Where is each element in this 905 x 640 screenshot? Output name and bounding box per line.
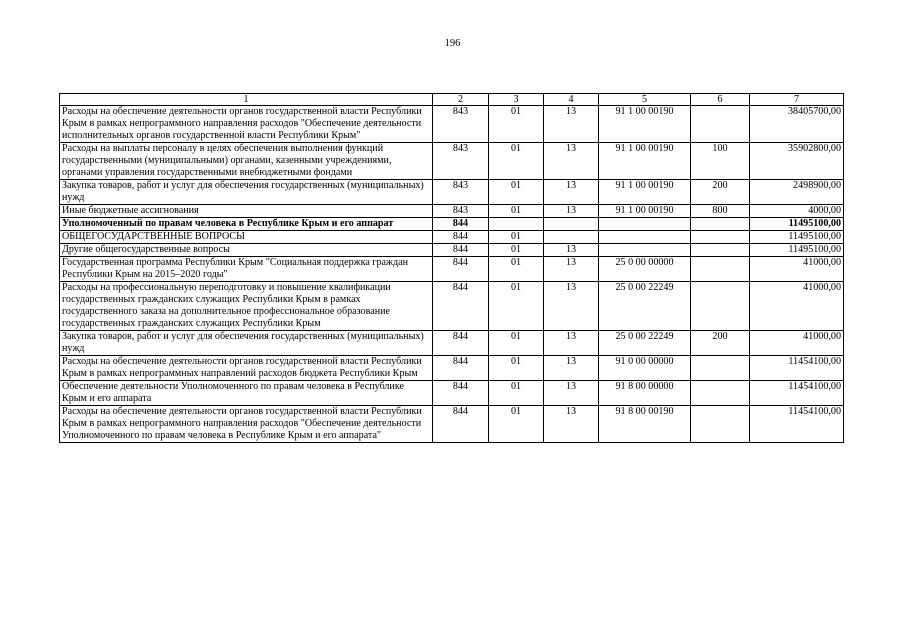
row-subsection-cell: 13 [544, 331, 599, 356]
table-row [60, 143, 844, 180]
row-amount-cell: 41000,00 [750, 257, 844, 282]
row-grbs-cell: 844 [433, 244, 489, 257]
row-amount-cell: 11495100,00 [750, 218, 844, 231]
row-amount-cell: 11454100,00 [750, 356, 844, 381]
row-name-cell: Расходы на обеспечение деятельности органов государственной власти Республики Крым в рамках непрограммного направления расходов "Обеспечение деятельности исполнительных органов государственной власти Республики Крым" [60, 106, 433, 143]
row-grbs-cell: 843 [433, 205, 489, 218]
row-target-article-cell: 25 0 00 22249 [599, 331, 691, 356]
budget-table [59, 93, 844, 443]
row-target-article-cell: 25 0 00 22249 [599, 282, 691, 331]
row-section-cell: 01 [489, 257, 544, 282]
row-grbs-cell: 844 [433, 406, 489, 443]
row-amount-cell: 41000,00 [750, 331, 844, 356]
row-section-cell [489, 218, 544, 231]
row-expense-type-cell [691, 231, 750, 244]
row-name-cell: Обеспечение деятельности Уполномоченного по правам человека в Республике Крым и его аппарата [60, 381, 433, 406]
row-grbs-cell: 844 [433, 381, 489, 406]
row-amount-cell: 38405700,00 [750, 106, 844, 143]
row-expense-type-cell [691, 218, 750, 231]
row-subsection-cell: 13 [544, 356, 599, 381]
header-row [60, 94, 844, 106]
row-expense-type-cell [691, 282, 750, 331]
row-amount-cell: 11495100,00 [750, 231, 844, 244]
row-subsection-cell: 13 [544, 180, 599, 205]
table-row [60, 257, 844, 282]
row-expense-type-cell [691, 244, 750, 257]
row-expense-type-cell [691, 381, 750, 406]
table-row [60, 331, 844, 356]
row-target-article-cell: 91 8 00 00000 [599, 381, 691, 406]
row-subsection-cell: 13 [544, 282, 599, 331]
row-expense-type-cell [691, 106, 750, 143]
table-row [60, 231, 844, 244]
column-header: 4 [544, 94, 599, 106]
row-target-article-cell [599, 244, 691, 257]
row-section-cell: 01 [489, 143, 544, 180]
row-name-cell: Государственная программа Республики Крым "Социальная поддержка граждан Республики Крым на 2015–2020 годы" [60, 257, 433, 282]
row-expense-type-cell [691, 257, 750, 282]
row-section-cell: 01 [489, 231, 544, 244]
row-subsection-cell: 13 [544, 205, 599, 218]
row-grbs-cell: 844 [433, 257, 489, 282]
row-subsection-cell [544, 218, 599, 231]
row-section-cell: 01 [489, 356, 544, 381]
row-section-cell: 01 [489, 381, 544, 406]
row-section-cell: 01 [489, 331, 544, 356]
row-name-cell: Расходы на профессиональную переподготовку и повышение квалификации государственных гражданских служащих Республики Крым в рамках государственного заказа на дополнительное профессиональное образование государственных гражданских служащих Республики Крым [60, 282, 433, 331]
row-expense-type-cell: 200 [691, 180, 750, 205]
row-target-article-cell: 91 8 00 00190 [599, 406, 691, 443]
row-section-cell: 01 [489, 282, 544, 331]
row-expense-type-cell: 800 [691, 205, 750, 218]
table-row [60, 180, 844, 205]
row-target-article-cell: 91 1 00 00190 [599, 205, 691, 218]
row-grbs-cell: 844 [433, 231, 489, 244]
row-target-article-cell: 91 1 00 00190 [599, 143, 691, 180]
row-target-article-cell [599, 231, 691, 244]
table-row [60, 244, 844, 257]
row-subsection-cell: 13 [544, 406, 599, 443]
row-target-article-cell: 25 0 00 00000 [599, 257, 691, 282]
row-amount-cell: 35902800,00 [750, 143, 844, 180]
row-name-cell: Расходы на выплаты персоналу в целях обеспечения выполнения функций государственными (муниципальными) органами, казенными учреждениями, органами управления государственными внебюджетными фондами [60, 143, 433, 180]
row-section-cell: 01 [489, 205, 544, 218]
row-section-cell: 01 [489, 106, 544, 143]
row-subsection-cell: 13 [544, 143, 599, 180]
row-target-article-cell: 91 0 00 00000 [599, 356, 691, 381]
row-section-cell: 01 [489, 244, 544, 257]
table-row [60, 218, 844, 231]
table-row [60, 106, 844, 143]
column-header: 3 [489, 94, 544, 106]
row-amount-cell: 41000,00 [750, 282, 844, 331]
row-subsection-cell: 13 [544, 106, 599, 143]
page-number: 196 [444, 38, 461, 49]
row-subsection-cell [544, 231, 599, 244]
row-name-cell: Расходы на обеспечение деятельности органов государственной власти Республики Крым в рамках непрограммного направления расходов "Обеспечение деятельности Уполномоченного по правам человека в Республике Крым и его аппарата" [60, 406, 433, 443]
column-header: 1 [60, 94, 433, 106]
row-amount-cell: 11454100,00 [750, 406, 844, 443]
row-section-cell: 01 [489, 406, 544, 443]
row-grbs-cell: 843 [433, 106, 489, 143]
row-expense-type-cell [691, 406, 750, 443]
row-grbs-cell: 844 [433, 218, 489, 231]
row-grbs-cell: 844 [433, 282, 489, 331]
row-name-cell: Иные бюджетные ассигнования [60, 205, 433, 218]
row-section-cell: 01 [489, 180, 544, 205]
row-expense-type-cell: 100 [691, 143, 750, 180]
row-grbs-cell: 844 [433, 331, 489, 356]
column-header: 6 [691, 94, 750, 106]
row-name-cell: Закупка товаров, работ и услуг для обеспечения государственных (муниципальных) нужд [60, 331, 433, 356]
column-header: 2 [433, 94, 489, 106]
row-name-cell: Уполномоченный по правам человека в Республике Крым и его аппарат [60, 218, 433, 231]
row-amount-cell: 11495100,00 [750, 244, 844, 257]
column-header: 7 [750, 94, 844, 106]
row-target-article-cell: 91 1 00 00190 [599, 106, 691, 143]
row-target-article-cell [599, 218, 691, 231]
column-header: 5 [599, 94, 691, 106]
table-row [60, 406, 844, 443]
table-row [60, 381, 844, 406]
row-grbs-cell: 843 [433, 143, 489, 180]
row-expense-type-cell: 200 [691, 331, 750, 356]
row-expense-type-cell [691, 356, 750, 381]
table-row [60, 356, 844, 381]
row-name-cell: Другие общегосударственные вопросы [60, 244, 433, 257]
row-subsection-cell: 13 [544, 244, 599, 257]
row-name-cell: ОБЩЕГОСУДАРСТВЕННЫЕ ВОПРОСЫ [60, 231, 433, 244]
row-amount-cell: 2498900,00 [750, 180, 844, 205]
row-amount-cell: 4000,00 [750, 205, 844, 218]
row-subsection-cell: 13 [544, 257, 599, 282]
row-subsection-cell: 13 [544, 381, 599, 406]
row-target-article-cell: 91 1 00 00190 [599, 180, 691, 205]
row-grbs-cell: 843 [433, 180, 489, 205]
row-grbs-cell: 844 [433, 356, 489, 381]
row-name-cell: Закупка товаров, работ и услуг для обеспечения государственных (муниципальных) нужд [60, 180, 433, 205]
table-row [60, 282, 844, 331]
table-row [60, 205, 844, 218]
row-name-cell: Расходы на обеспечение деятельности органов государственной власти Республики Крым в рамках непрограммных направлений расходов бюджета Республики Крым [60, 356, 433, 381]
row-amount-cell: 11454100,00 [750, 381, 844, 406]
